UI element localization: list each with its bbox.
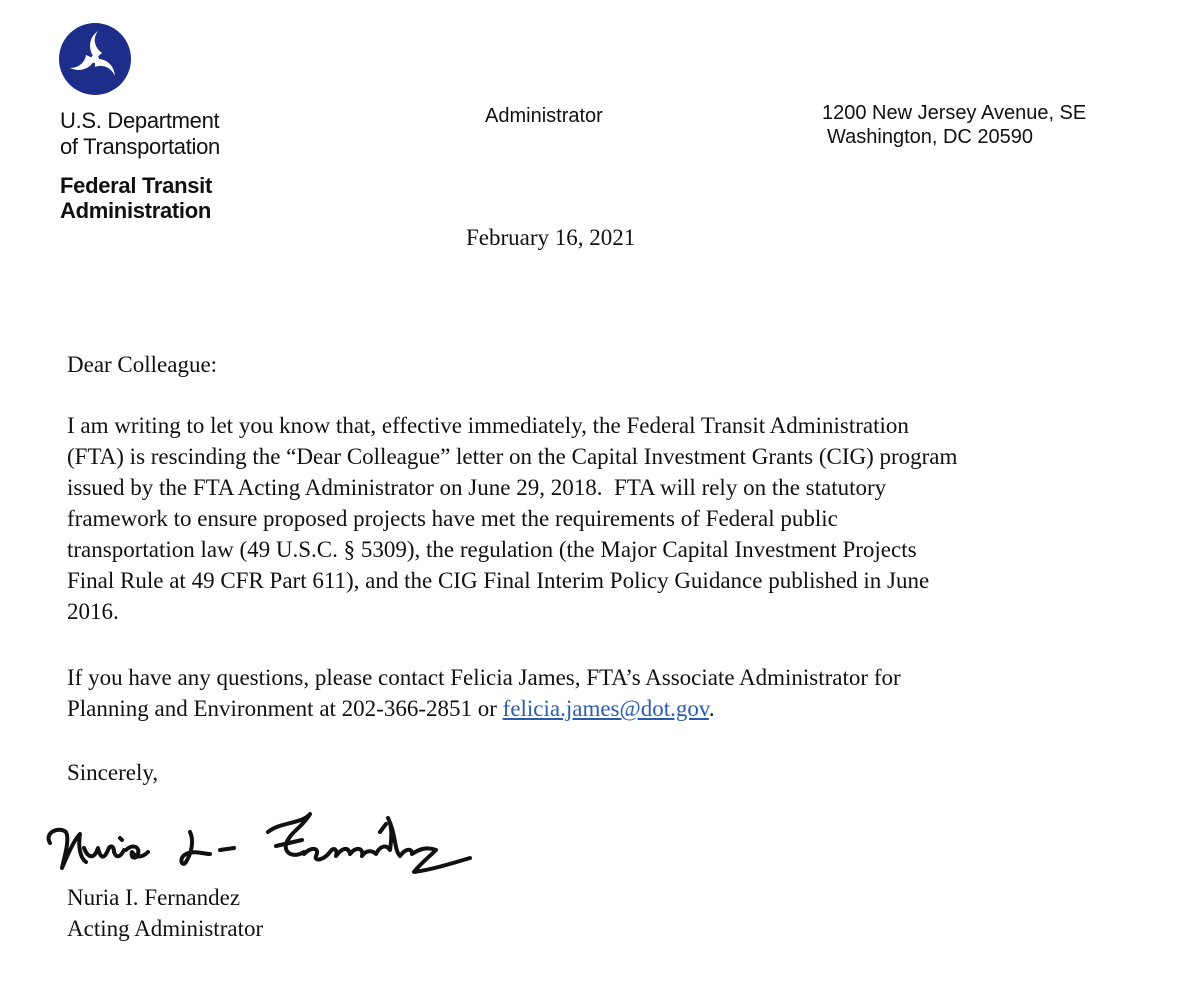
department-name-line: U.S. Department bbox=[60, 108, 220, 133]
body-paragraph-2 bbox=[67, 662, 1167, 724]
signer-block bbox=[67, 882, 263, 944]
closing: Sincerely, bbox=[67, 760, 159, 785]
paragraph-line: If you have any questions, please contact Felicia James, FTA’s Associate Administrator for bbox=[67, 665, 901, 690]
office-address bbox=[822, 101, 1086, 149]
paragraph-line: Final Rule at 49 CFR Part 611), and the CIG Final Interim Policy Guidance published in June bbox=[67, 568, 930, 593]
agency-name-line: Administration bbox=[60, 198, 212, 223]
paragraph-line bbox=[67, 693, 1167, 724]
signer-title: Acting Administrator bbox=[67, 916, 264, 941]
address-line: 1200 New Jersey Avenue, SE bbox=[822, 102, 1087, 124]
paragraph-line: framework to ensure proposed projects have met the requirements of Federal public bbox=[67, 506, 838, 531]
paragraph-line: I am writing to let you know that, effective immediately, the Federal Transit Administration bbox=[67, 413, 909, 438]
signer-name: Nuria I. Fernandez bbox=[67, 885, 241, 910]
paragraph-line: transportation law (49 U.S.C. § 5309), the regulation (the Major Capital Investment Projects bbox=[67, 537, 917, 562]
salutation: Dear Colleague: bbox=[67, 352, 218, 377]
email-link[interactable]: felicia.james@dot.gov bbox=[502, 696, 709, 721]
office-title: Administrator bbox=[485, 105, 603, 127]
paragraph-line: 2016. bbox=[67, 599, 119, 624]
agency-name-line: Federal Transit bbox=[60, 173, 213, 198]
sentence-end: . bbox=[708, 696, 715, 721]
handwritten-signature-icon bbox=[40, 788, 490, 893]
agency-name bbox=[60, 173, 320, 223]
contact-text: Planning and Environment at 202-366-2851 or bbox=[67, 696, 503, 721]
letter-date: February 16, 2021 bbox=[466, 225, 636, 250]
dot-logo-icon bbox=[58, 22, 132, 96]
paragraph-line: (FTA) is rescinding the “Dear Colleague” letter on the Capital Investment Grants (CIG) program bbox=[67, 444, 958, 469]
organization-block bbox=[60, 108, 320, 223]
address-line: Washington, DC 20590 bbox=[827, 126, 1034, 148]
department-name-line: of Transportation bbox=[60, 134, 220, 159]
body-paragraph-1 bbox=[67, 410, 1167, 627]
paragraph-line: issued by the FTA Acting Administrator on June 29, 2018. FTA will rely on the statutory bbox=[67, 475, 887, 500]
